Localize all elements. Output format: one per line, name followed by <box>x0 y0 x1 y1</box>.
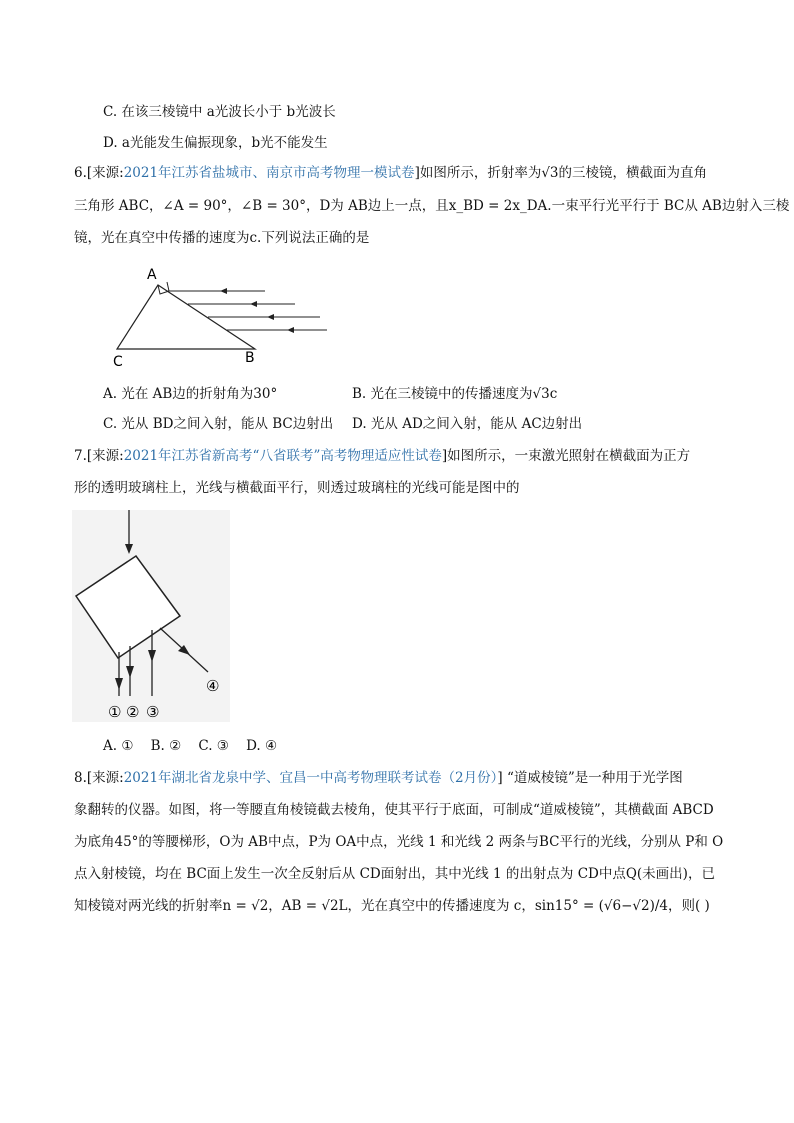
q6-option-c: C. 光从 BD之间入射，能从 BC边射出 <box>103 416 334 432</box>
ray-label-2: ② <box>126 703 140 721</box>
q6-option-a: A. 光在 AB边的折射角为30° <box>103 386 278 402</box>
q7-number: 7.[来源: <box>74 448 124 464</box>
ray-arrowheads <box>220 288 294 333</box>
ray-label-1: ① <box>108 703 122 721</box>
q7-stem-line2: 形的透明玻璃柱上，光线与横截面平行，则透过玻璃柱的光线可能是图中的 <box>74 480 520 496</box>
q8-stem-line3: 为底角45°的等腰梯形，O为 AB中点，P为 OA中点，光线 1 和光线 2 两条与BC平行的光线，分别从 P和 O <box>74 834 724 850</box>
q7-stem-rest: ]如图所示，一束激光照射在横截面为正方 <box>441 448 691 464</box>
parallel-rays <box>168 291 327 330</box>
q6-stem-line1 <box>74 163 707 183</box>
vertex-a-label: A <box>147 267 157 283</box>
glass-square <box>76 556 180 658</box>
vertex-b-label: B <box>245 350 255 366</box>
q8-stem-rest: ] “道威棱镜”是一种用于光学图 <box>497 770 683 786</box>
ray-label-4: ④ <box>206 677 220 695</box>
q6-option-b: B. 光在三棱镜中的传播速度为√3c <box>352 386 558 402</box>
q7-square-glass-figure <box>72 510 230 722</box>
q8-stem-line5: 知棱镜对两光线的折射率n = √2，AB = √2L，光在真空中的传播速度为 c，sin15° = (√6−√2)/4，则( ) <box>74 898 710 914</box>
q7-options: A. ① B. ② C. ③ D. ④ <box>103 738 278 754</box>
q6-stem-line3: 镜，光在真空中传播的速度为c.下列说法正确的是 <box>74 230 370 246</box>
q7-stem-line1 <box>74 446 690 466</box>
ray-label-3: ③ <box>146 703 160 721</box>
incident-arrowhead <box>125 544 133 554</box>
q6-prism-figure <box>105 262 335 372</box>
q7-source: 2021年江苏省新高考“八省联考”高考物理适应性试卷 <box>123 448 442 464</box>
q6-option-d: D. 光从 AD之间入射，能从 AC边射出 <box>352 416 583 432</box>
q6-number: 6.[来源: <box>74 165 124 181</box>
q8-number: 8.[来源: <box>74 770 124 786</box>
q8-source: 2021年湖北省龙泉中学、宜昌一中高考物理联考试卷（2月份） <box>123 770 498 786</box>
q6-source: 2021年江苏省盐城市、南京市高考物理一模试卷 <box>123 165 415 181</box>
q5-option-d: D. a光能发生偏振现象，b光不能发生 <box>103 135 328 151</box>
q6-stem-rest: ]如图所示，折射率为√3的三棱镜，横截面为直角 <box>414 165 708 181</box>
q8-stem-line1 <box>74 768 683 788</box>
q5-option-c: C. 在该三棱镜中 a光波长小于 b光波长 <box>103 104 336 120</box>
q8-stem-line4: 点入射棱镜，均在 BC面上发生一次全反射后从 CD面射出，其中光线 1 的出射点为 CD中点Q(未画出)，已 <box>74 866 715 882</box>
q8-stem-line2: 象翻转的仪器。如图，将一等腰直角棱镜截去棱角，使其平行于底面，可制成“道威棱镜”，其横截面 ABCD <box>74 802 714 818</box>
vertex-c-label: C <box>113 354 123 370</box>
q6-stem-line2: 三角形 ABC，∠A = 90°，∠B = 30°，D为 AB边上一点，且x_BD = 2x_DA.一束平行光平行于 BC从 AB边射入三棱 <box>74 198 790 214</box>
